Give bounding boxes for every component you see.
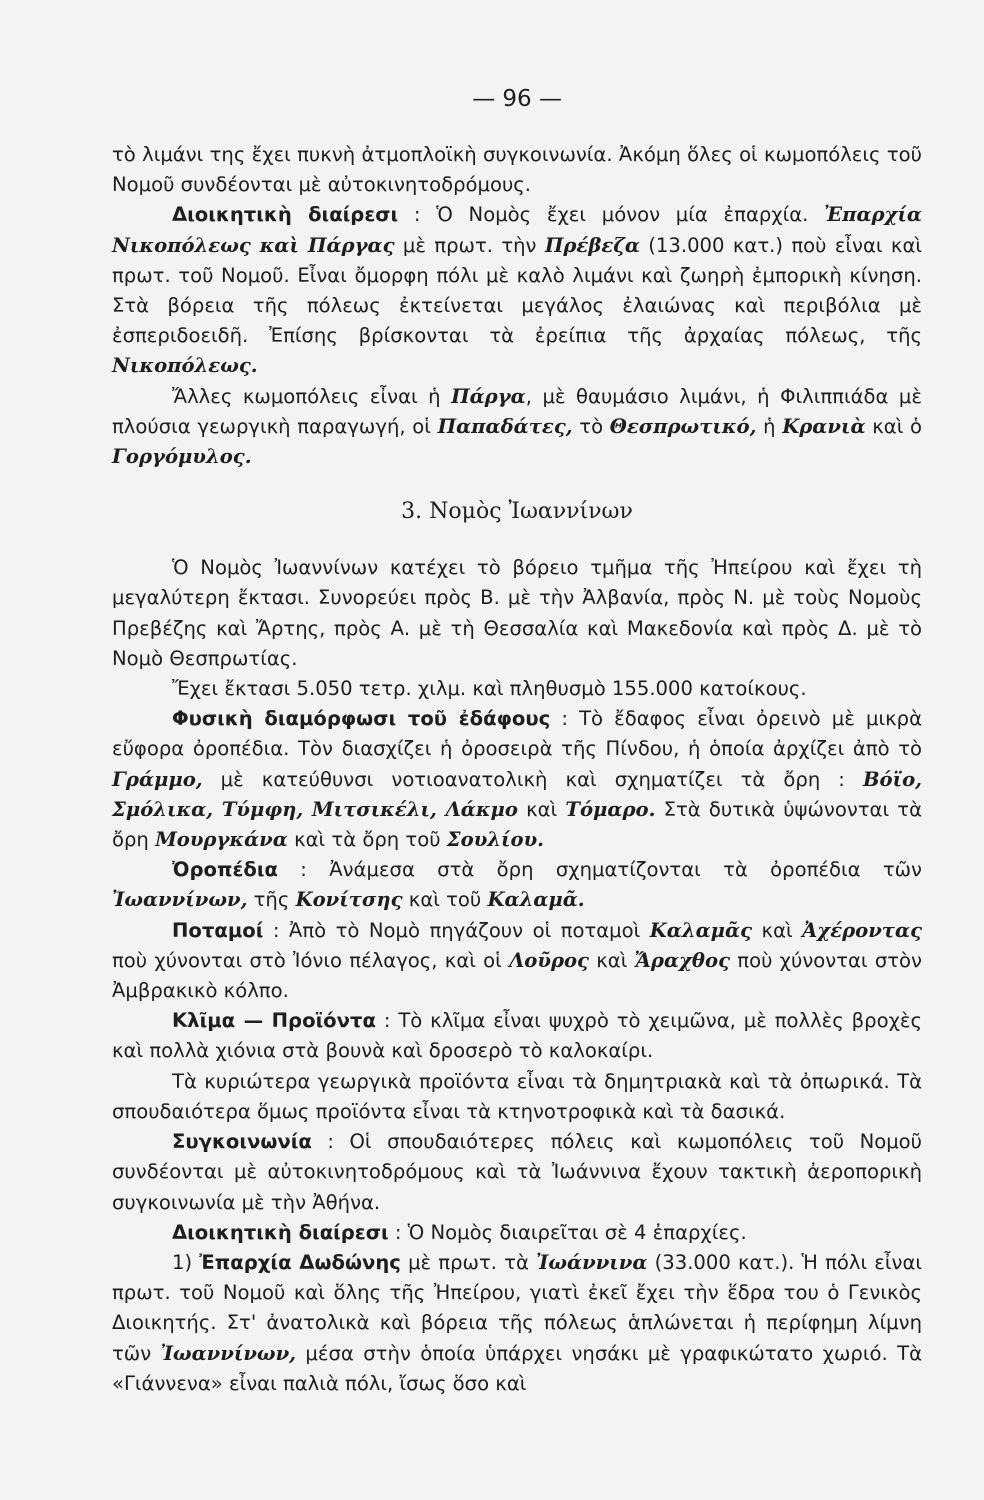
emphasis-term: Ἄραχθος	[634, 948, 730, 972]
bold-heading: Διοικητικὴ διαίρεσι	[172, 1220, 389, 1244]
paragraph-admin-division	[112, 1218, 922, 1248]
text-run: τὸ	[572, 414, 610, 438]
paragraph-plateaus	[112, 855, 922, 915]
emphasis-term: Κονίτσης	[295, 888, 403, 912]
text-run: (13.000 κατ.) ποὺ εἶναι καὶ πρωτ. τοῦ Νομοῦ. Εἶναι ὄμορφη πόλι μὲ καλὸ λιμάνι καὶ ζωηρὴ ἐμπορικὴ κίνηση. Στὰ βόρεια τῆς πόλεως ἐκτείνεται μεγάλος ἐλαιώνας καὶ περιβόλια μὲ ἐσπεριδοειδῆ. Ἐπίσης βρίσκονται τὰ ἐρείπια τῆς ἀρχαίας πόλεως, τῆς	[112, 233, 923, 348]
text-run: τῆς	[247, 888, 296, 912]
paragraph-transport	[112, 1127, 922, 1218]
paragraph-climate	[112, 1006, 922, 1066]
bold-heading: Συγκοινωνία	[172, 1130, 312, 1154]
emphasis-term: Ἰωαννίνων,	[160, 1341, 296, 1365]
text-run: , μὲ θαυμάσιο λιμάνι, ἡ Φιλιππιάδα μὲ πλούσια γεωργικὴ παραγωγή, οἱ	[112, 384, 922, 438]
text-run: καὶ	[588, 948, 635, 972]
bold-heading: Κλῖμα — Προϊόντα	[172, 1009, 376, 1033]
paragraph-rivers	[112, 916, 922, 1007]
text-run: : Ἀπὸ τὸ Νομὸ πηγάζουν οἱ ποταμοὶ	[263, 918, 650, 942]
text-run: ποὺ χύνονται στὸν Ἀμβρακικὸ κόλπο.	[112, 948, 922, 1003]
bold-heading: Ποταμοί	[172, 918, 264, 942]
text-run: καὶ ὁ	[865, 414, 922, 438]
emphasis-term: Γράμμο,	[112, 767, 203, 791]
text-run: : Οἱ σπουδαιότερες πόλεις καὶ κωμοπόλεις τοῦ Νομοῦ συνδέονται μὲ αὐτοκινητοδρόμους καὶ τὰ Ἰωάννινα ἔχουν τακτικὴ ἀεροπορικὴ συγκοινωνία μὲ τὴν Ἀθήνα.	[112, 1130, 922, 1214]
bold-heading: Διοικητικὴ διαίρεσι	[172, 203, 399, 227]
paragraph-port-connections: τὸ λιμάνι της ἔχει πυκνὴ ἀτμοπλοϊκὴ συγκοινωνία. Ἀκόμη ὅλες οἱ κωμοπόλεις τοῦ Νομοῦ συνδέονται μὲ αὐτοκινητοδρόμους.	[112, 143, 922, 197]
emphasis-term: Κρανιὰ	[782, 414, 866, 438]
emphasis-term: Τόμαρο.	[565, 797, 656, 821]
emphasis-term: Βόϊο, Σμόλικα, Τύμφη, Μιτσικέλι, Λάκμο	[112, 767, 922, 821]
text-run: μὲ πρωτ. τὰ	[400, 1250, 537, 1274]
emphasis-term: Γοργόμυλος.	[112, 445, 252, 469]
text-run: καὶ	[517, 797, 566, 821]
emphasis-term: Ἀχέροντας	[802, 918, 922, 942]
paragraph-area-population: Ἔχει ἔκτασι 5.050 τετρ. χιλμ. καὶ πληθυσμὸ 155.000 κατοίκους.	[172, 677, 807, 701]
emphasis-term: Νικοπόλεως.	[112, 354, 258, 378]
text-run: καὶ τὰ ὄρη τοῦ	[287, 828, 447, 852]
text-run: : Τὸ ἔδαφος εἶναι ὀρεινὸ μὲ μικρὰ εὔφορα ὀροπέδια. Τὸν διασχίζει ἡ ὀροσειρὰ τῆς Πίνδου, ἡ ὁποία ἀρχίζει ἀπὸ τὸ	[112, 707, 922, 761]
text-run: : Ἀνάμεσα στὰ ὄρη σχηματίζονται τὰ ὀροπέδια τῶν	[277, 858, 922, 882]
text-run: : Τὸ κλῖμα εἶναι ψυχρὸ τὸ χειμῶνα, μὲ πολλὲς βροχὲς καὶ πολλὰ χιόνια στὰ βουνὰ καὶ δροσερὸ τὸ καλοκαίρι.	[112, 1009, 922, 1063]
text-run: Στὰ δυτικὰ ὑψώνονται τὰ ὄρη	[112, 797, 922, 852]
emphasis-term: Λοῦρος	[509, 948, 589, 972]
emphasis-term: Ἰωαννίνων,	[112, 888, 248, 912]
text-run: καὶ τοῦ	[402, 888, 488, 912]
page-number: — 96 —	[472, 86, 562, 112]
emphasis-term: Καλαμᾶ.	[487, 888, 585, 912]
emphasis-term: Παπαδάτες,	[437, 414, 573, 438]
bold-heading: Ὀροπέδια	[172, 858, 278, 882]
paragraph-ioannina-borders: Ὁ Νομὸς Ἰωαννίνων κατέχει τὸ βόρειο τμῆμα τῆς Ἠπείρου καὶ ἔχει τὴ μεγαλύτερη ἔκτασι. Συνορεύει πρὸς Β. μὲ τὴν Ἀλβανία, πρὸς Ν. μὲ τοὺς Νομοὺς Πρεβέζης καὶ Ἄρτης, πρὸς Α. μὲ τὴ Θεσσαλία καὶ Μακεδονία καὶ πρὸς Δ. μὲ τὸ Νομὸ Θεσπρωτίας.	[112, 556, 922, 670]
paragraph-other-towns	[112, 382, 922, 473]
emphasis-term: Καλαμᾶς	[649, 918, 753, 942]
text-run: Ἄλλες κωμοπόλεις εἶναι ἡ	[172, 384, 452, 408]
emphasis-term: Θεσπρωτικό,	[609, 414, 757, 438]
text-run: ἡ	[756, 414, 783, 438]
text-run: μὲ πρωτ. τὴν	[394, 233, 545, 257]
emphasis-term: Μουργκάνα	[155, 828, 288, 852]
paragraph-preveza-admin	[112, 200, 922, 381]
emphasis-term: Ἐπαρχία Νικοπόλεως καὶ Πάργας	[112, 203, 922, 257]
text-run: καὶ	[752, 918, 803, 942]
paragraph-terrain	[112, 704, 922, 855]
text-run: (33.000 κατ.). Ἡ πόλι εἶναι πρωτ. τοῦ Νομοῦ καὶ ὅλης τῆς Ἠπείρου, γιατὶ ἐκεῖ ἔχει τὴν ἕδρα του ὁ Γενικὸς Διοικητής. Στ' ἀνατολικὰ καὶ βόρεια τῆς πόλεως ἁπλώνεται ἡ περίφημη λίμνη τῶν	[112, 1250, 922, 1365]
bold-heading: Φυσικὴ διαμόρφωσι τοῦ ἐδάφους	[172, 707, 551, 731]
text-run: μὲ κατεύθυνσι νοτιοανατολικὴ καὶ σχηματίζει τὰ ὄρη :	[202, 767, 863, 791]
paragraph-products: Τὰ κυριώτερα γεωργικὰ προϊόντα εἶναι τὰ δημητριακὰ καὶ τὰ ὀπωρικά. Τὰ σπουδαιότερα ὅμως προϊόντα εἶναι τὰ κτηνοτροφικὰ καὶ τὰ δασικά.	[112, 1069, 922, 1123]
emphasis-term: Πρέβεζα	[544, 233, 640, 257]
section-title: 3. Νομὸς Ἰωαννίνων	[401, 499, 633, 525]
emphasis-term: Σουλίου.	[446, 828, 544, 852]
text-run: : Ὁ Νομὸς διαιρεῖται σὲ 4 ἐπαρχίες.	[388, 1220, 747, 1244]
emphasis-term: Πάργα	[451, 384, 526, 408]
paragraph-dodoni	[112, 1248, 922, 1399]
emphasis-term: Ἰωάννινα	[536, 1250, 648, 1274]
text-run: 1)	[172, 1250, 200, 1274]
text-run: : Ὁ Νομὸς ἔχει μόνον μία ἐπαρχία.	[398, 203, 825, 227]
text-run: ποὺ χύνονται στὸ Ἰόνιο πέλαγος, καὶ οἱ	[112, 948, 510, 972]
text-run: μέσα στὴν ὁποία ὑπάρχει νησάκι μὲ γραφικώτατο χωριό. Τὰ «Γιάννενα» εἶναι παλιὰ πόλι, ἴσως ὅσο καὶ	[112, 1341, 922, 1395]
bold-heading: Ἐπαρχία Δωδώνης	[199, 1250, 401, 1274]
